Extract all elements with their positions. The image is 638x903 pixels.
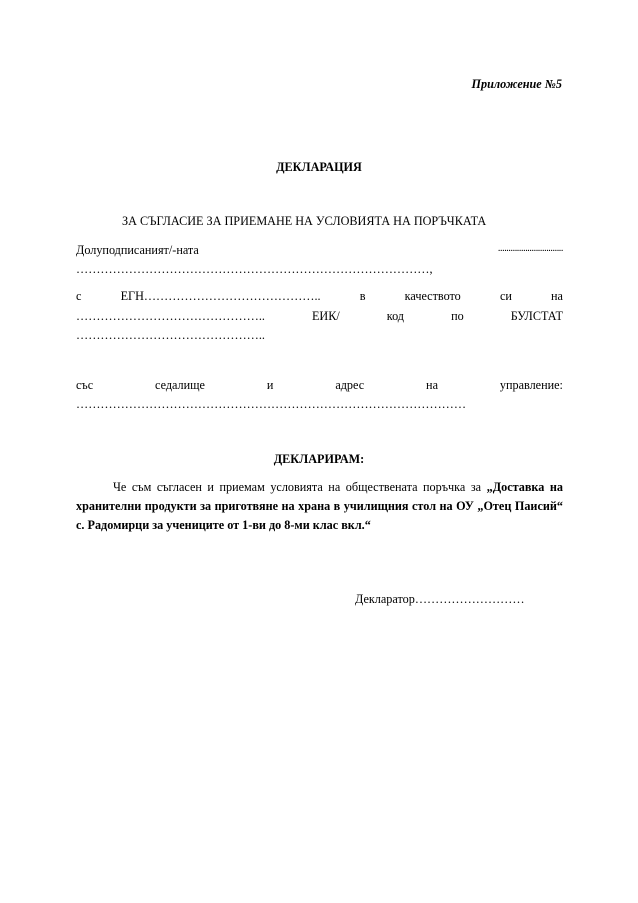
eik-word-3: код <box>386 309 405 323</box>
paragraph-text: Че съм съгласен и приемам условията на обществената поръчка за <box>113 480 487 494</box>
egn-word-6: на <box>551 289 563 303</box>
seat-word-1: със <box>76 378 94 392</box>
eik-word-2: ЕИК/ <box>311 309 340 323</box>
egn-line <box>76 289 563 304</box>
seat-dots-fill: …………………………………………………………………………………… <box>76 397 466 411</box>
egn-word-1: с <box>76 289 82 303</box>
eik-dots-line <box>76 328 563 343</box>
annex-label: Приложение №5 <box>471 77 562 91</box>
seat-word-6: управление: <box>499 378 563 392</box>
signer-dots: ............................... <box>497 243 563 254</box>
declare-heading: ДЕКЛАРИРАМ: <box>273 452 365 466</box>
egn-word-2: ЕГН…………………………………….. <box>120 289 321 303</box>
seat-word-5: на <box>426 378 438 392</box>
eik-dots-fill: ……………………………………….. <box>76 328 265 342</box>
paragraph-bold-text: „Доставка на хранителни продукти за приготвяне на храна в училищния стол на ОУ „Отец Паисий“ с. Радомирци за учениците от 1-ви до 8-ми клас вкл.“ <box>76 480 564 532</box>
egn-word-3: в <box>359 289 366 303</box>
seat-word-4: адрес <box>335 378 365 392</box>
eik-word-1: ……………………………………….. <box>76 309 265 323</box>
signature-line: Декларатор……………………… <box>355 592 525 606</box>
egn-word-4: качеството <box>404 289 461 303</box>
eik-word-5: БУЛСТАТ <box>510 309 563 323</box>
declaration-paragraph <box>76 478 563 535</box>
signer-dots-line <box>76 262 563 277</box>
signer-dots-fill: ……………………………………………………………………………, <box>76 262 433 276</box>
eik-line <box>76 309 563 324</box>
signer-line <box>76 243 563 258</box>
seat-line <box>76 378 563 393</box>
seat-word-3: и <box>266 378 274 392</box>
seat-word-2: седалище <box>155 378 205 392</box>
eik-word-4: по <box>451 309 464 323</box>
egn-word-5: си <box>499 289 512 303</box>
signer-label: Долуподписаният/-ната <box>76 243 199 257</box>
document-title: ДЕКЛАРАЦИЯ <box>276 160 362 174</box>
seat-dots-line <box>76 397 563 412</box>
document-subtitle: ЗА СЪГЛАСИЕ ЗА ПРИЕМАНЕ НА УСЛОВИЯТА НА ПОРЪЧКАТА <box>122 214 487 228</box>
